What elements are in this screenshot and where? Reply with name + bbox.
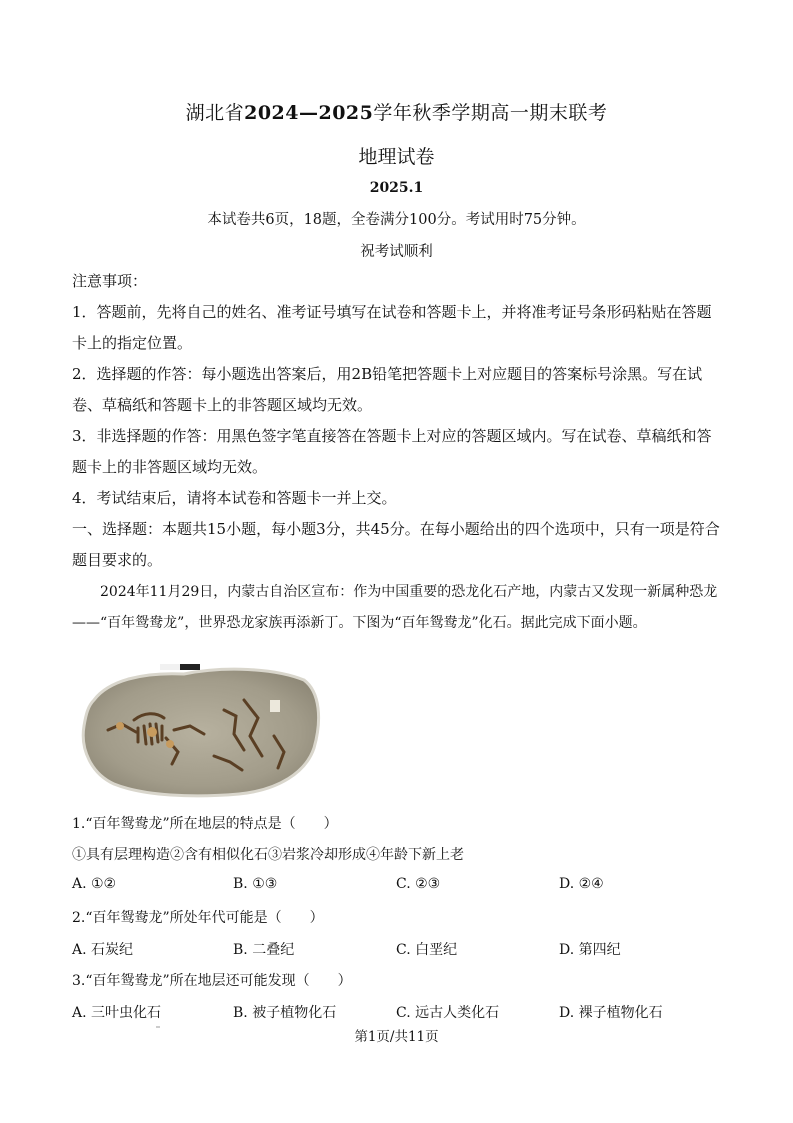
question-3-option-d: D. 裸子植物化石	[559, 1005, 663, 1021]
title-prefix: 湖北省	[185, 102, 245, 124]
question-3-stem: 3.“百年鸳鸯龙”所在地层还可能发现（ ）	[72, 973, 352, 989]
question-3-options	[72, 1002, 732, 1024]
section-heading: 一、选择题：本题共15小题，每小题3分，共45分。在每小题给出的四个选项中，只有一项是符合题目要求的。	[72, 520, 720, 569]
title-suffix: 学年秋季学期高一期末联考	[373, 102, 608, 124]
question-2-option-d: D. 第四纪	[559, 942, 621, 958]
notice-item-3: 3．非选择题的作答：用黑色签字笔直接答在答题卡上对应的答题区域内。写在试卷、草稿纸和答题卡上的非答题区域均无效。	[72, 427, 712, 476]
question-1-option-c: C. ②③	[396, 876, 441, 892]
dinosaur-fossil-image	[74, 660, 324, 800]
notice-item-1: 1．答题前，先将自己的姓名、准考证号填写在试卷和答题卡上，并将准考证号条形码粘贴在答题卡上的指定位置。	[72, 303, 712, 352]
question-1-statements: ①具有层理构造②含有相似化石③岩浆冷却形成④年龄下新上老	[72, 847, 464, 863]
question-1-option-d: D. ②④	[559, 876, 604, 892]
question-2-option-b: B. 二叠纪	[233, 942, 295, 958]
exam-title	[0, 98, 793, 125]
question-1-option-b: B. ①③	[233, 876, 278, 892]
notice-heading: 注意事项：	[72, 272, 148, 290]
exam-wish: 祝考试顺利	[360, 244, 433, 260]
question-1-stem: 1.“百年鸳鸯龙”所在地层的特点是（ ）	[72, 816, 338, 832]
exam-info: 本试卷共6页，18题，全卷满分100分。考试用时75分钟。	[207, 212, 586, 228]
question-1-options	[72, 876, 732, 898]
question-3-option-a: A. 三叶虫化石	[72, 1005, 162, 1021]
section-intro: 2024年11月29日，内蒙古自治区宣布：作为中国重要的恐龙化石产地，内蒙古又发现一新属种恐龙——“百年鸳鸯龙”，世界恐龙家族再添新丁。下图为“百年鸳鸯龙”化石。据此完成下面小题。	[72, 584, 718, 631]
title-years: 2024—2025	[244, 102, 374, 124]
exam-date: 2025.1	[369, 180, 424, 196]
notice-item-2: 2．选择题的作答：每小题选出答案后，用2B铅笔把答题卡上对应题目的答案标号涂黑。写在试卷、草稿纸和答题卡上的非答题区域均无效。	[72, 365, 703, 414]
question-2-stem: 2.“百年鸳鸯龙”所处年代可能是（ ）	[72, 910, 324, 926]
question-3-option-b: B. 被子植物化石	[233, 1005, 337, 1021]
question-2-option-a: A. 石炭纪	[72, 942, 134, 958]
question-2-option-c: C. 白垩纪	[396, 942, 458, 958]
notice-item-4: 4．考试结束后，请将本试卷和答题卡一并上交。	[72, 489, 397, 507]
page-footer: 第1页/共11页	[354, 1029, 439, 1045]
question-3-option-c: C. 远古人类化石	[396, 1005, 500, 1021]
question-1-option-a: A. ①②	[72, 876, 117, 892]
question-2-options	[72, 939, 732, 961]
exam-subject: 地理试卷	[358, 146, 435, 168]
